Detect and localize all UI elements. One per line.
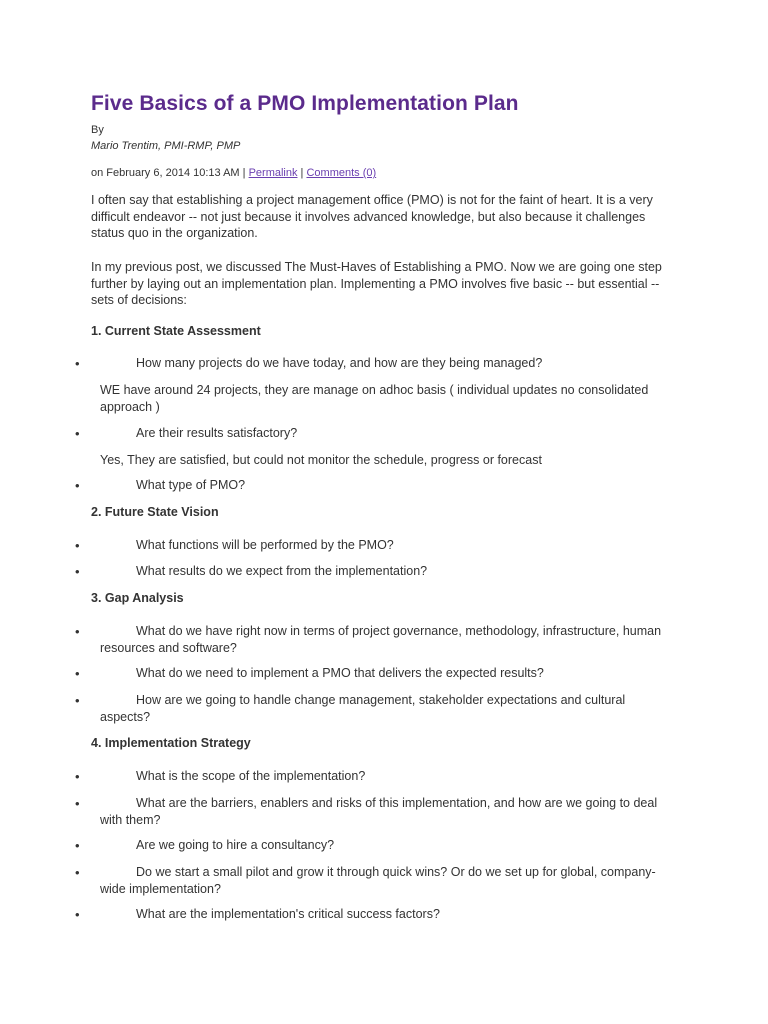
by-label: By	[91, 124, 104, 136]
bullet-icon: •	[75, 838, 80, 853]
list-item-question: Do we start a small pilot and grow it through quick wins? Or do we set up for global, company-wide implementation?	[100, 865, 656, 896]
list-item-question: What do we need to implement a PMO that delivers the expected results?	[136, 666, 544, 680]
list-item	[75, 906, 665, 923]
list-item-question: What type of PMO?	[136, 478, 246, 492]
list-item-question: Are we going to hire a consultancy?	[136, 838, 335, 852]
list-item-question: What do we have right now in terms of project governance, methodology, infrastructure, human resources and software?	[100, 624, 662, 655]
bullet-icon: •	[75, 907, 80, 922]
bullet-icon: •	[75, 865, 80, 880]
section-heading: 4. Implementation Strategy	[91, 736, 251, 750]
bullet-icon: •	[75, 564, 80, 579]
post-date: on February 6, 2014 10:13 AM |	[91, 167, 249, 179]
list-item	[75, 864, 665, 898]
list-item	[75, 563, 665, 580]
list-item	[75, 477, 665, 494]
bullet-icon: •	[75, 693, 80, 708]
list-item	[75, 425, 665, 442]
list-item-question: What are the barriers, enablers and risks of this implementation, and how are we going to deal with them?	[100, 796, 658, 827]
section-heading: 1. Current State Assessment	[91, 324, 261, 338]
author-name: Mario Trentim, PMI-RMP, PMP	[91, 140, 241, 152]
section-heading: 2. Future State Vision	[91, 505, 219, 519]
list-item-answer: Yes, They are satisfied, but could not monitor the schedule, progress or forecast	[100, 453, 542, 467]
post-meta	[91, 167, 376, 179]
list-item-question: What are the implementation's critical success factors?	[136, 907, 440, 921]
list-item	[75, 768, 665, 785]
list-item	[75, 692, 665, 726]
bullet-icon: •	[75, 478, 80, 493]
list-item-question: What results do we expect from the implementation?	[136, 564, 428, 578]
list-item-question: What is the scope of the implementation?	[136, 769, 366, 783]
list-item	[75, 355, 665, 372]
page-title: Five Basics of a PMO Implementation Plan	[91, 92, 519, 115]
list-item-question: How many projects do we have today, and how are they being managed?	[136, 356, 543, 370]
list-item	[75, 665, 665, 682]
bullet-icon: •	[75, 624, 80, 639]
list-item	[75, 837, 665, 854]
list-item	[75, 537, 665, 554]
bullet-icon: •	[75, 356, 80, 371]
bullet-icon: •	[75, 666, 80, 681]
list-item	[75, 623, 665, 657]
permalink-link[interactable]: Permalink	[248, 167, 298, 179]
intro-paragraph-1: I often say that establishing a project management office (PMO) is not for the faint of heart. It is a very difficult endeavor -- not just because it involves advanced knowledge, but also because it challenges status quo in the organization.	[91, 193, 653, 240]
list-item-answer: WE have around 24 projects, they are manage on adhoc basis ( individual updates no consolidated approach )	[100, 383, 649, 414]
list-item-question: Are their results satisfactory?	[136, 426, 298, 440]
bullet-icon: •	[75, 769, 80, 784]
list-item-question: What functions will be performed by the PMO?	[136, 538, 394, 552]
comments-link[interactable]: Comments (0)	[306, 167, 377, 179]
intro-paragraph-2: In my previous post, we discussed The Must-Haves of Establishing a PMO. Now we are going one step further by laying out an implementation plan. Implementing a PMO involves five basic -- but essential -- sets of decisions:	[91, 260, 662, 307]
bullet-icon: •	[75, 796, 80, 811]
bullet-icon: •	[75, 426, 80, 441]
list-item-question: How are we going to handle change management, stakeholder expectations and cultural aspects?	[100, 693, 626, 724]
section-heading: 3. Gap Analysis	[91, 591, 184, 605]
bullet-icon: •	[75, 538, 80, 553]
list-item	[75, 795, 665, 829]
meta-separator: |	[297, 167, 307, 179]
